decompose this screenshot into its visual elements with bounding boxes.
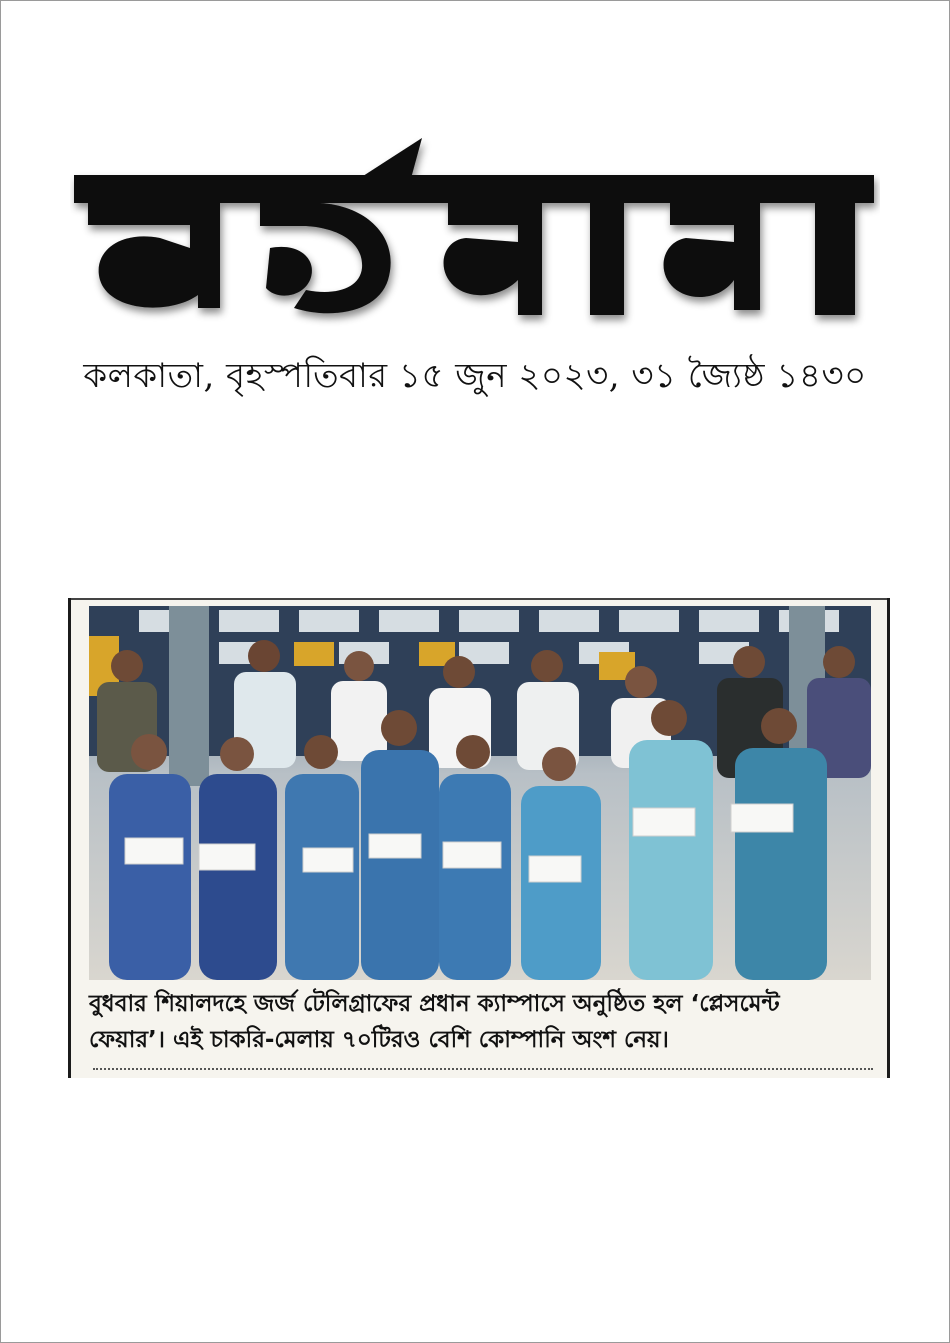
caption-line-2: ফেয়ার’। এই চাকরি-মেলায় ৭০টিরও বেশি কোম্পানি অংশ নেয়। [89,1027,669,1053]
newspaper-clipping [68,598,890,1078]
masthead-logo [70,130,880,330]
caption-dotted-rule [93,1068,873,1070]
dateline: কলকাতা, বৃহস্পতিবার ১৫ জুন ২০২৩, ৩১ জ্যৈষ্ঠ ১৪৩০ [83,356,867,396]
photo-caption [89,986,879,1058]
clipping-top-rule [71,598,887,600]
event-photo [89,606,871,980]
caption-line-1: বুধবার শিয়ালদহে জর্জ টেলিগ্রাফের প্রধান ক্যাম্পাসে অনুষ্ঠিত হল ‘প্লেসমেন্ট [89,991,780,1017]
